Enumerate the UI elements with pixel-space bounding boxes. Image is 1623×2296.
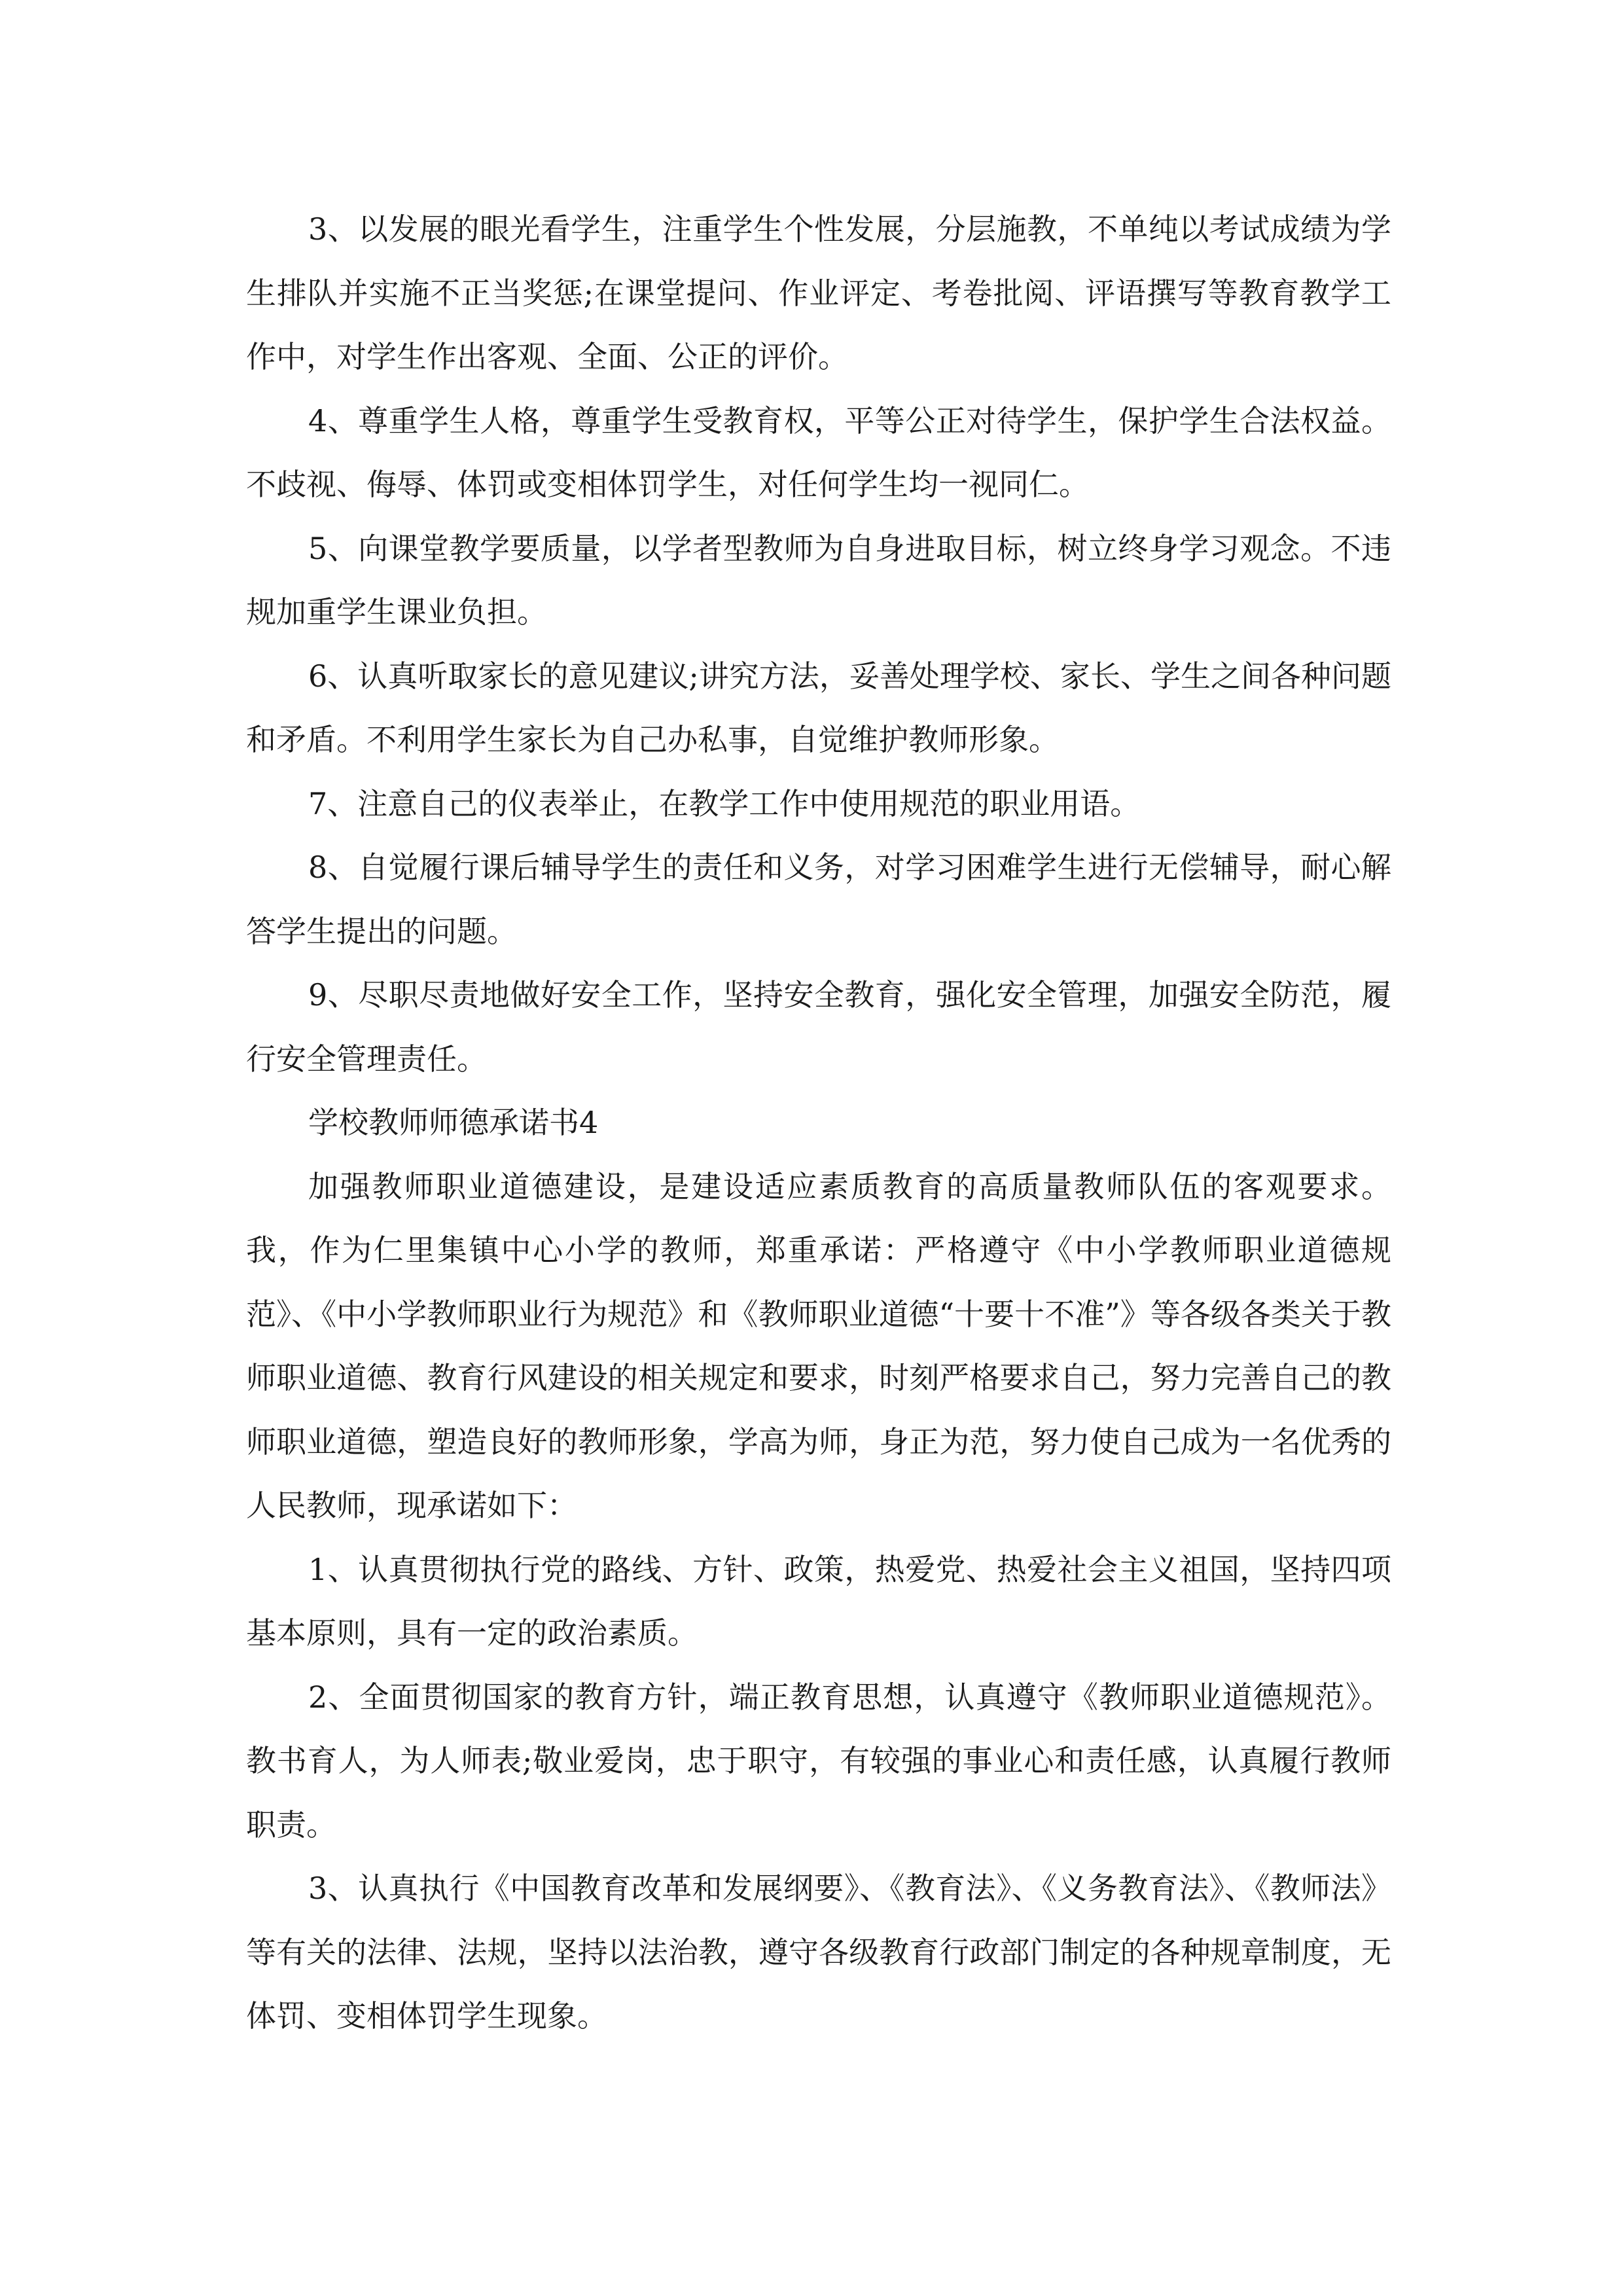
commitment-item-9: 9、尽职尽责地做好安全工作，坚持安全教育，强化安全管理，加强安全防范，履行安全管理责任。: [246, 977, 1391, 1077]
intro-paragraph: 加强教师职业道德建设，是建设适应素质教育的高质量教师队伍的客观要求。我，作为仁里集镇中心小学的教师，郑重承诺：严格遵守《中小学教师职业道德规范》、《中小学教师职业行为规范》和《教师职业道德“十要十不准”》等各级各类关于教师职业道德、教育行风建设的相关规定和要求，时刻严格要求自己，努力完善自己的教师职业道德，塑造良好的教师形象，学高为师，身正为范，努力使自己成为一名优秀的人民教师，现承诺如下：: [246, 1168, 1391, 1523]
commitment-item-5: 5、向课堂教学要质量，以学者型教师为自身进取目标，树立终身学习观念。不违规加重学生课业负担。: [246, 530, 1391, 630]
pledge-item-3: 3、认真执行《中国教育改革和发展纲要》、《教育法》、《义务教育法》、《教师法》等有关的法律、法规，坚持以法治教，遵守各级教育行政部门制定的各种规章制度，无体罚、变相体罚学生现象。: [246, 1871, 1391, 2034]
commitment-item-8: 8、自觉履行课后辅导学生的责任和义务，对学习困难学生进行无偿辅导，耐心解答学生提出的问题。: [246, 850, 1391, 949]
pledge-item-2: 2、全面贯彻国家的教育方针，端正教育思想，认真遵守《教师职业道德规范》。教书育人，为人师表;敬业爱岗，忠于职守，有较强的事业心和责任感，认真履行教师职责。: [246, 1679, 1391, 1842]
section-heading: 学校教师师德承诺书4: [308, 1105, 599, 1140]
commitment-item-7: 7、注意自己的仪表举止，在教学工作中使用规范的职业用语。: [308, 785, 1141, 821]
document-body: [246, 198, 1391, 2049]
commitment-item-6: 6、认真听取家长的意见建议;讲究方法，妥善处理学校、家长、学生之间各种问题和矛盾。不利用学生家长为自己办私事，自觉维护教师形象。: [246, 658, 1391, 757]
commitment-item-3: 3、以发展的眼光看学生，注重学生个性发展，分层施教，不单纯以考试成绩为学生排队并实施不正当奖惩;在课堂提问、作业评定、考卷批阅、评语撰写等教育教学工作中，对学生作出客观、全面、公正的评价。: [246, 211, 1391, 374]
pledge-item-1: 1、认真贯彻执行党的路线、方针、政策，热爱党、热爱社会主义祖国，坚持四项基本原则，具有一定的政治素质。: [246, 1551, 1391, 1651]
commitment-item-4: 4、尊重学生人格，尊重学生受教育权，平等公正对待学生，保护学生合法权益。不歧视、侮辱、体罚或变相体罚学生，对任何学生均一视同仁。: [246, 403, 1391, 502]
